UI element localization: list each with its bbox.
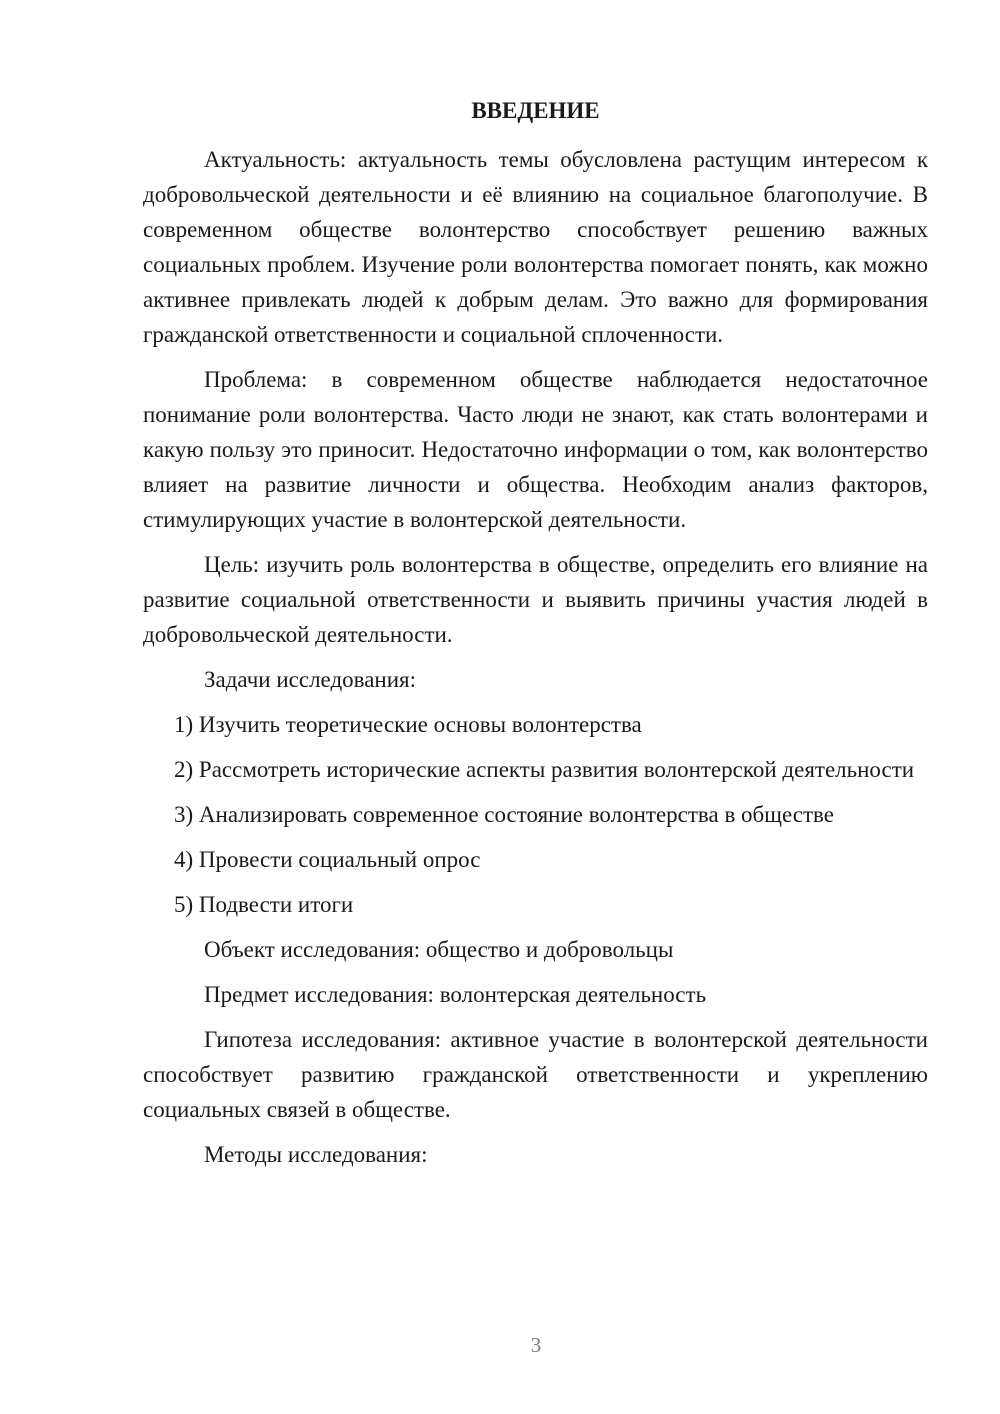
research-subject: Предмет исследования: волонтерская деятельность [204, 982, 707, 1007]
task-item-4: 4) Провести социальный опрос [174, 847, 481, 872]
task-item-3: 3) Анализировать современное состояние волонтерства в обществе [174, 802, 834, 827]
page-title: ВВЕДЕНИЕ [471, 98, 600, 123]
paragraph-problem: Проблема: в современном обществе наблюдается недостаточное понимание роли волонтерства. Часто люди не знают, как стать волонтерами и какую пользу это приносит. Недостаточно информации о том, как волонтерство влияет на развитие личности и общества. Необходим анализ факторов, стимулирующих участие в волонтерской деятельности. [143, 367, 928, 532]
paragraph-goal: Цель: изучить роль волонтерства в обществе, определить его влияние на развитие социальной ответственности и выявить причины участия людей в добровольческой деятельности. [143, 552, 928, 647]
methods-heading: Методы исследования: [204, 1142, 428, 1167]
tasks-heading: Задачи исследования: [204, 667, 417, 692]
task-item-5: 5) Подвести итоги [174, 892, 354, 917]
research-hypothesis: Гипотеза исследования: активное участие в волонтерской деятельности способствует развитию гражданской ответственности и укреплению социальных связей в обществе. [143, 1027, 928, 1122]
task-item-2: 2) Рассмотреть исторические аспекты развития волонтерской деятельности [174, 757, 915, 782]
document-body [143, 142, 928, 1182]
paragraph-relevance: Актуальность: актуальность темы обусловлена растущим интересом к добровольческой деятельности и её влиянию на социальное благополучие. В современном обществе волонтерство способствует решению важных социальных проблем. Изучение роли волонтерства помогает понять, как можно активнее привлекать людей к добрым делам. Это важно для формирования гражданской ответственности и социальной сплоченности. [143, 147, 928, 347]
task-item-1: 1) Изучить теоретические основы волонтерства [174, 712, 642, 737]
page-number: 3 [530, 1333, 542, 1357]
research-object: Объект исследования: общество и добровольцы [204, 937, 674, 962]
